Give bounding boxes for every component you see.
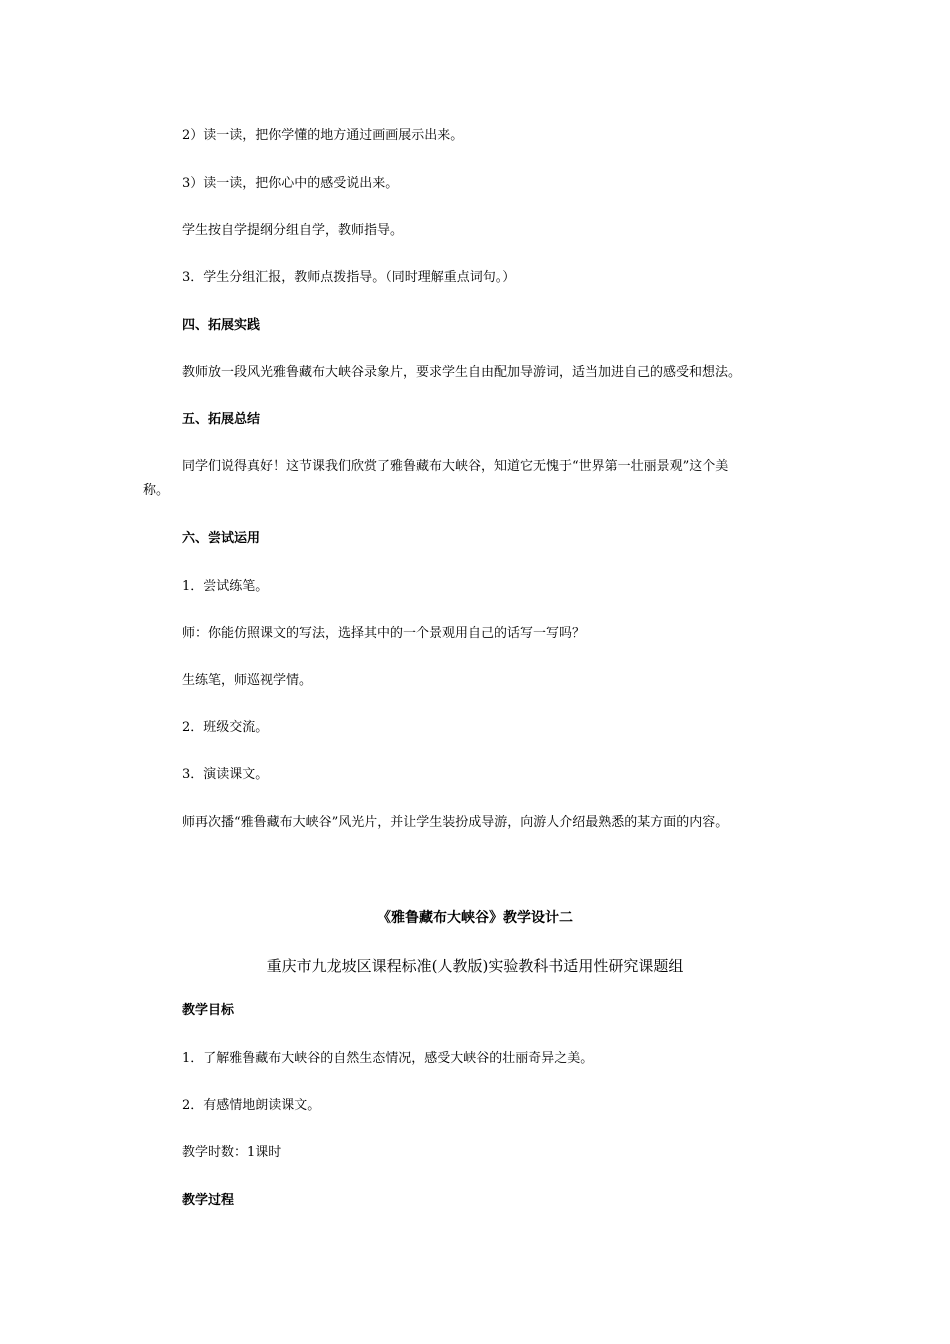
paragraph-teacher-question: 师：你能仿照课文的写法，选择其中的一个景观用自己的话写一写吗？ <box>182 626 586 641</box>
paragraph-summary-line1: 同学们说得真好！这节课我们欣赏了雅鲁藏布大峡谷，知道它无愧于“世界第一壮丽景观”这个美 <box>182 459 729 474</box>
section-heading-process: 教学过程 <box>182 1193 235 1208</box>
paragraph-class-exchange: 2．班级交流。 <box>182 720 269 735</box>
paragraph-perform-reading: 3．演读课文。 <box>182 767 269 782</box>
paragraph-tour-guide: 师再次播“雅鲁藏布大峡谷”风光片，并让学生装扮成导游，向游人介绍最熟悉的某方面的内容。 <box>182 815 729 830</box>
goal-item-2: 2．有感情地朗读课文。 <box>182 1098 321 1113</box>
teaching-time: 教学时数：1课时 <box>182 1145 282 1160</box>
paragraph-self-study: 学生按自学提纲分组自学，教师指导。 <box>182 223 404 238</box>
paragraph-video: 教师放一段风光雅鲁藏布大峡谷录象片，要求学生自由配加导游词，适当加进自己的感受和想法。 <box>182 365 742 380</box>
section-heading-practice: 四、拓展实践 <box>182 318 261 333</box>
goal-item-1: 1．了解雅鲁藏布大峡谷的自然生态情况，感受大峡谷的壮丽奇异之美。 <box>182 1051 594 1066</box>
section-heading-apply: 六、尝试运用 <box>182 531 261 546</box>
paragraph-summary-line2: 称。 <box>143 483 170 498</box>
paragraph-try-writing: 1．尝试练笔。 <box>182 579 269 594</box>
paragraph-student-practice: 生练笔，师巡视学情。 <box>182 673 313 688</box>
paragraph-step-2: 2）读一读，把你学懂的地方通过画画展示出来。 <box>182 128 464 143</box>
paragraph-group-report: 3．学生分组汇报，教师点拨指导。（同时理解重点词句。） <box>182 270 516 285</box>
section-heading-goals: 教学目标 <box>182 1003 235 1018</box>
design-two-title: 《雅鲁藏布大峡谷》教学设计二 <box>377 910 573 926</box>
paragraph-step-3: 3）读一读，把你心中的感受说出来。 <box>182 176 399 191</box>
section-heading-summary: 五、拓展总结 <box>182 412 261 427</box>
design-two-subtitle: 重庆市九龙坡区课程标准(人教版)实验教科书适用性研究课题组 <box>266 957 684 975</box>
